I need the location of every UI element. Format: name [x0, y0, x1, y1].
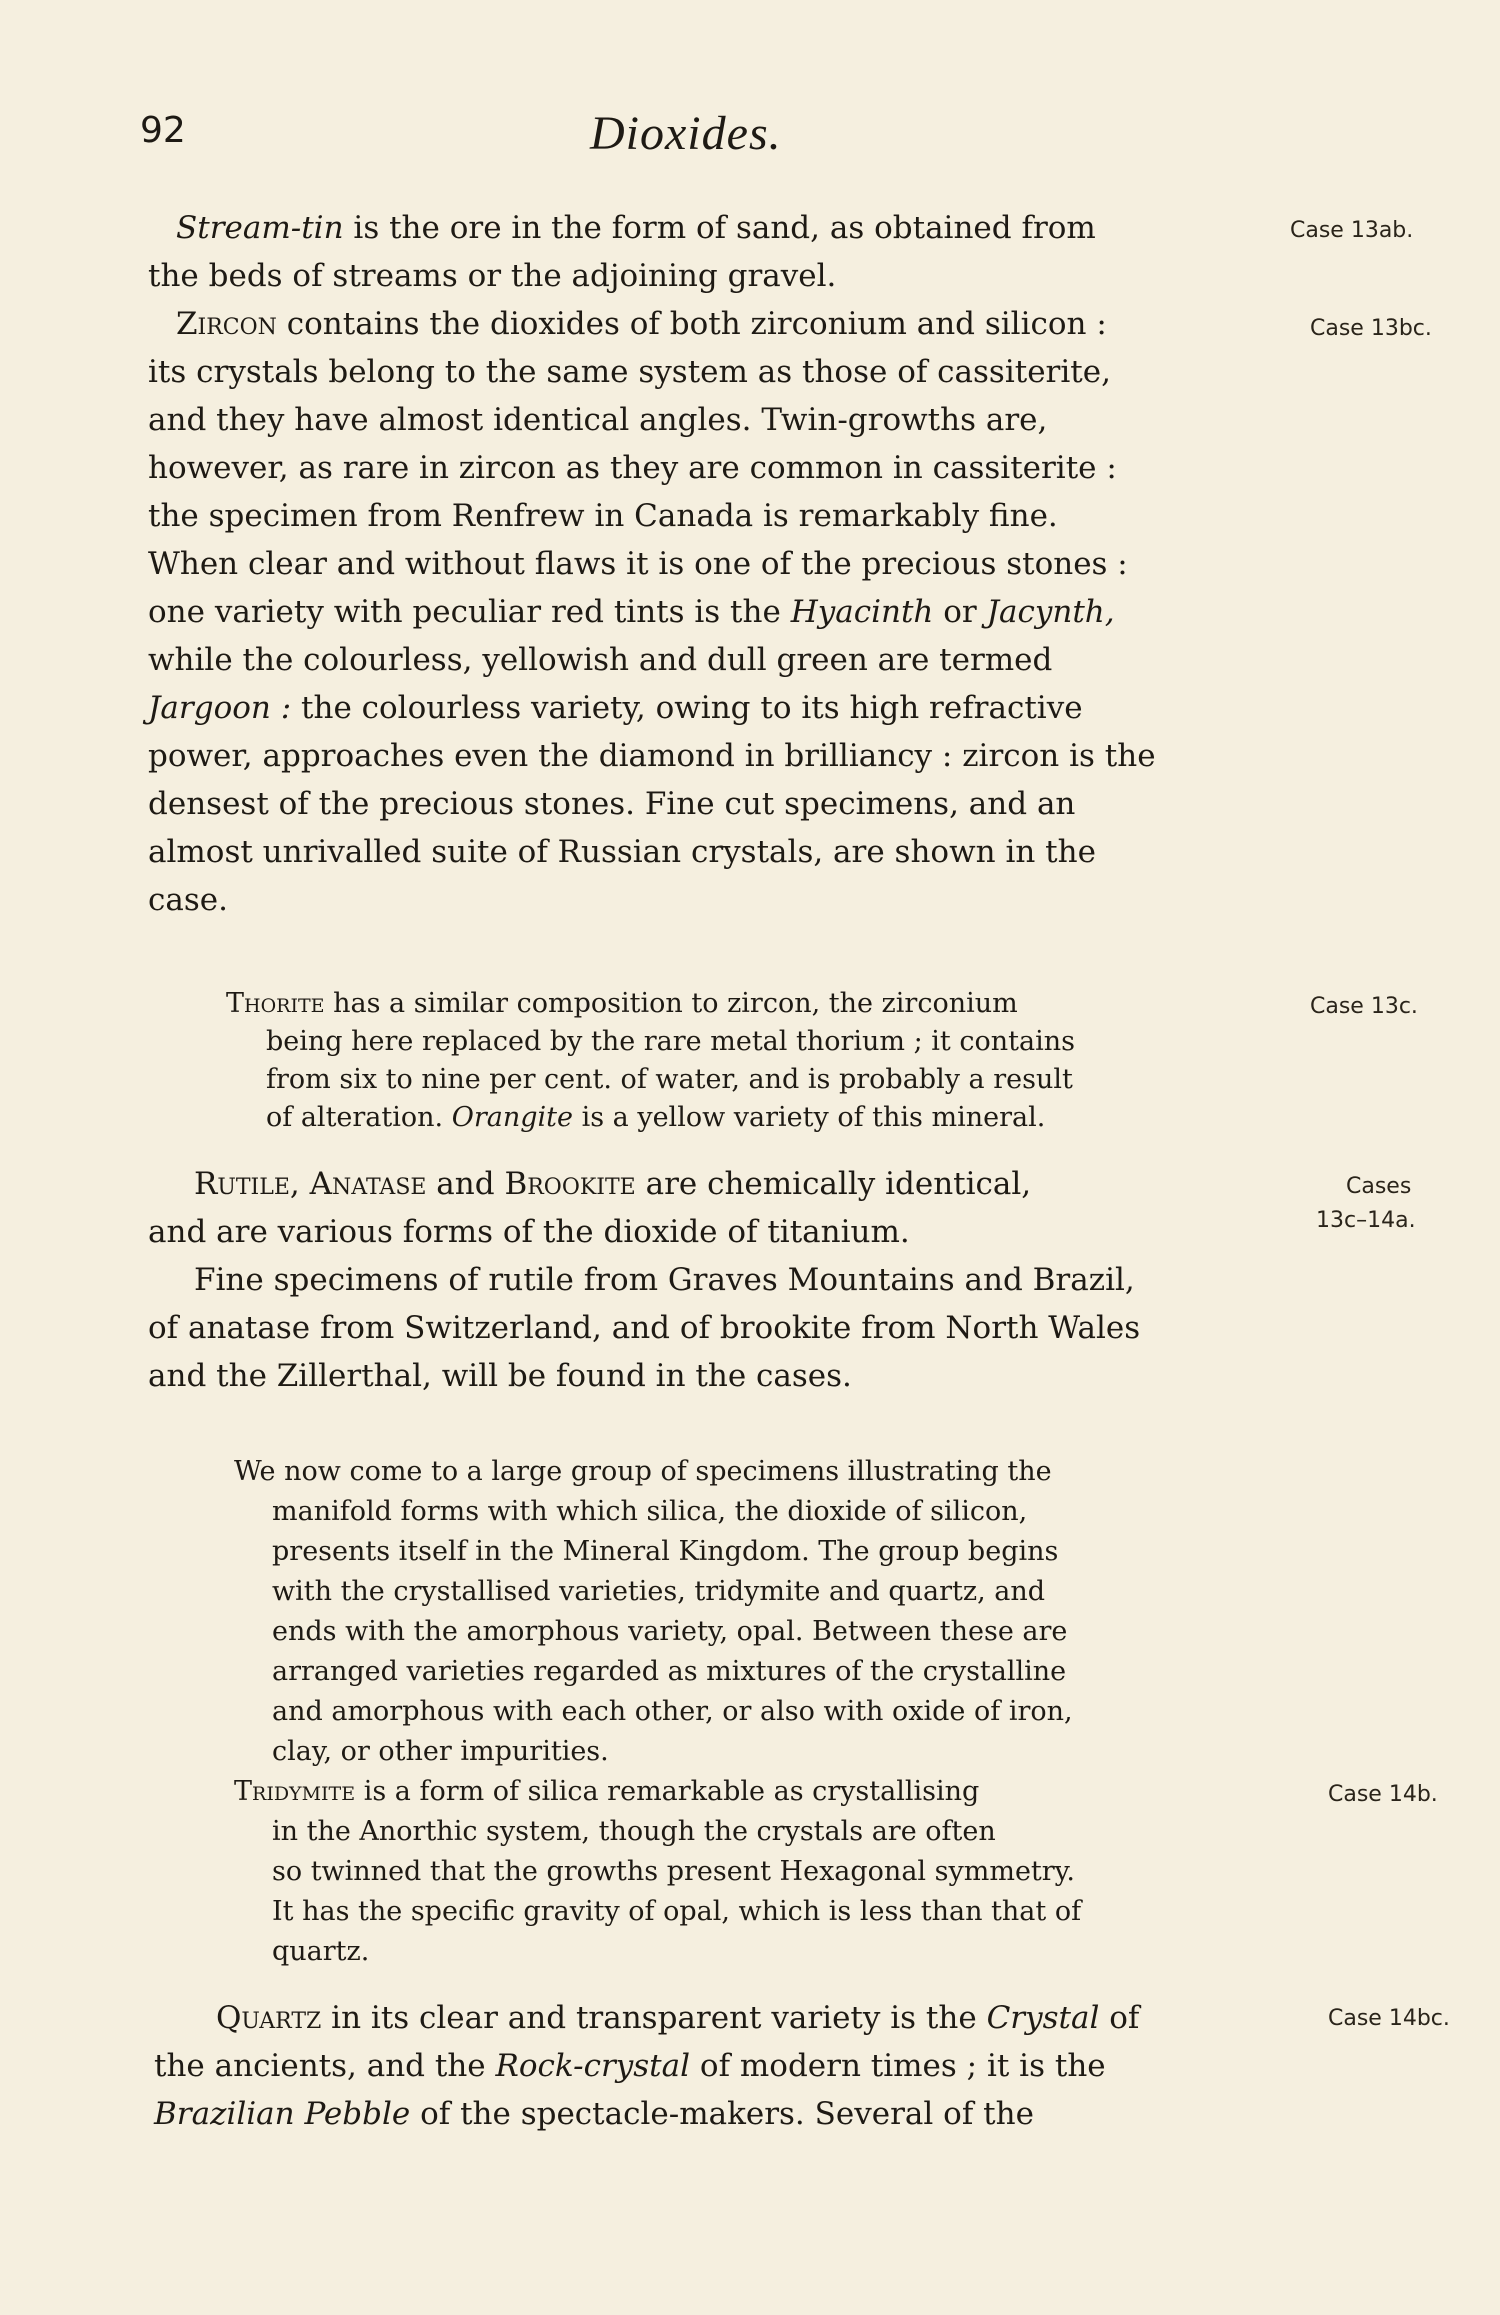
margin-note-case: Case 13c. [1310, 994, 1418, 1019]
text-line: so twinned that the growths present Hexagonal symmetry. [272, 1856, 1075, 1887]
term-jacynth: Jacynth, [986, 594, 1115, 630]
margin-note-case: Case 13bc. [1310, 316, 1432, 341]
margin-note-case: 13c–14a. [1316, 1208, 1416, 1233]
text-line: and the Zillerthal, will be found in the cases. [148, 1358, 852, 1394]
term-orangite: Orangite [451, 1102, 573, 1133]
text-line: Tridymite is a form of silica remarkable as crystallising [234, 1776, 980, 1807]
term-crystal: Crystal [986, 2000, 1100, 2036]
text-line: in the Anorthic system, though the crystals are often [272, 1816, 996, 1847]
text-line: case. [148, 882, 228, 918]
margin-note-case: Case 14b. [1328, 1782, 1438, 1807]
text-line: and are various forms of the dioxide of titanium. [148, 1214, 910, 1250]
term-brookite: Brookite [504, 1166, 636, 1202]
text-line: power, approaches even the diamond in brilliancy : zircon is the [148, 738, 1156, 774]
text-line: one variety with peculiar red tints is the Hyacinth or Jacynth, [148, 594, 1115, 630]
margin-note-case: Case 13ab. [1290, 218, 1414, 243]
term-jargoon: Jargoon : [148, 690, 292, 726]
text-line: We now come to a large group of specimens illustrating the [234, 1456, 1052, 1487]
term-stream-tin: Stream-tin [176, 210, 344, 246]
text-line: while the colourless, yellowish and dull green are termed [148, 642, 1053, 678]
text-line: from six to nine per cent. of water, and is probably a result [266, 1064, 1073, 1095]
term-thorite: Thorite [226, 988, 325, 1019]
term-anatase: Anatase [309, 1166, 427, 1202]
text-line: Rutile, Anatase and Brookite are chemically identical, [194, 1166, 1032, 1202]
text-line: quartz. [272, 1936, 370, 1967]
text-line: the beds of streams or the adjoining gravel. [148, 258, 837, 294]
text-line: presents itself in the Mineral Kingdom. The group begins [272, 1536, 1059, 1567]
text-line: and they have almost identical angles. Twin-growths are, [148, 402, 1048, 438]
term-hyacinth: Hyacinth [790, 594, 934, 630]
text-line: densest of the precious stones. Fine cut specimens, and an [148, 786, 1076, 822]
text-line: Thorite has a similar composition to zircon, the zirconium [226, 988, 1018, 1019]
text-line: arranged varieties regarded as mixtures of the crystalline [272, 1656, 1067, 1687]
text-line: and amorphous with each other, or also with oxide of iron, [272, 1696, 1073, 1727]
text-line: Zircon contains the dioxides of both zirconium and silicon : [176, 306, 1107, 342]
text-line: It has the specific gravity of opal, which is less than that of [272, 1896, 1082, 1927]
text-line: its crystals belong to the same system as those of cassiterite, [148, 354, 1111, 390]
text-line: with the crystallised varieties, tridymite and quartz, and [272, 1576, 1046, 1607]
text-line: Stream-tin is the ore in the form of sand, as obtained from [176, 210, 1096, 246]
running-title: Dioxides. [590, 107, 782, 160]
text-line: Brazilian Pebble of the spectacle-makers. Several of the [154, 2096, 1034, 2132]
text-line: being here replaced by the rare metal thorium ; it contains [266, 1026, 1075, 1057]
text-line: of anatase from Switzerland, and of brookite from North Wales [148, 1310, 1141, 1346]
text-line: clay, or other impurities. [272, 1736, 609, 1767]
text-line: the ancients, and the Rock-crystal of modern times ; it is the [154, 2048, 1106, 2084]
text-line: When clear and without flaws it is one of the precious stones : [148, 546, 1128, 582]
text-line: ends with the amorphous variety, opal. Between these are [272, 1616, 1068, 1647]
text-line: the specimen from Renfrew in Canada is remarkably fine. [148, 498, 1058, 534]
term-rock-crystal: Rock-crystal [495, 2048, 691, 2084]
term-rutile: Rutile [194, 1166, 290, 1202]
text-line: however, as rare in zircon as they are common in cassiterite : [148, 450, 1117, 486]
text-line: manifold forms with which silica, the dioxide of silicon, [272, 1496, 1028, 1527]
page-header [0, 107, 1500, 170]
margin-note-case: Cases [1346, 1174, 1412, 1199]
term-brazilian-pebble: Brazilian Pebble [154, 2096, 411, 2132]
text-line: Fine specimens of rutile from Graves Mountains and Brazil, [194, 1262, 1135, 1298]
text-line: of alteration. Orangite is a yellow variety of this mineral. [266, 1102, 1046, 1133]
term-tridymite: Tridymite [234, 1776, 356, 1807]
text-line: almost unrivalled suite of Russian crystals, are shown in the [148, 834, 1096, 870]
term-quartz: Quartz [216, 2000, 322, 2036]
text-line: Quartz in its clear and transparent variety is the Crystal of [216, 2000, 1140, 2036]
term-zircon: Zircon [176, 306, 277, 342]
page-number: 92 [140, 110, 186, 151]
margin-note-case: Case 14bc. [1328, 2006, 1450, 2031]
text-line: Jargoon : the colourless variety, owing to its high refractive [148, 690, 1083, 726]
